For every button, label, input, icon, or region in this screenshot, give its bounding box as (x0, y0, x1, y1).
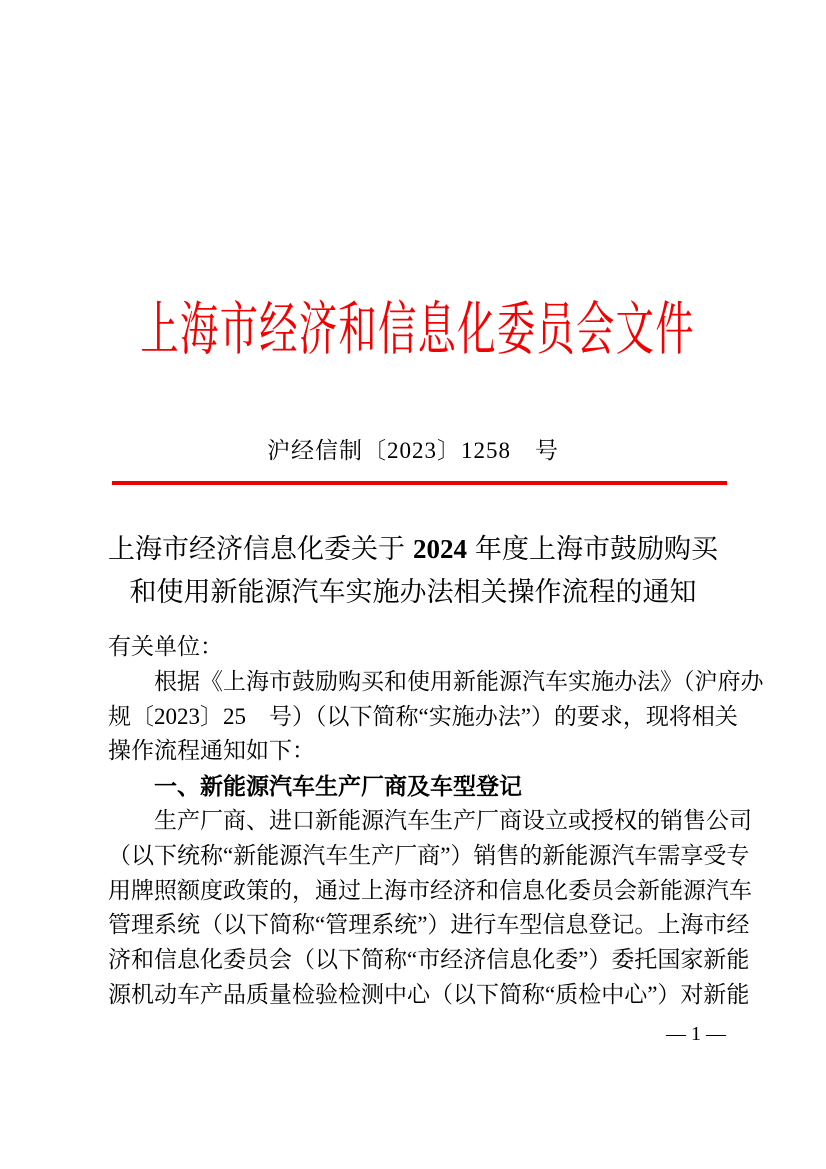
document-number: 沪经信制〔2023〕1258 号 (267, 438, 559, 463)
body-line: 生产厂商、进口新能源汽车生产厂商设立或授权的销售公司 (154, 807, 752, 833)
document-title (63, 528, 763, 614)
body-line: 用牌照额度政策的，通过上海市经济和信息化委员会新能源汽车 (108, 877, 752, 903)
body-line: 根据《上海市鼓励购买和使用新能源汽车实施办法》（沪府办 (154, 668, 764, 694)
document-title-line-1 (63, 528, 763, 571)
letterhead-divider-rule (112, 481, 727, 485)
title-line1-pre: 上海市经济信息化委关于 (108, 534, 405, 564)
title-line1-year: 2024 (413, 534, 467, 564)
title-line1-post: 年度上海市鼓励购买 (475, 534, 718, 564)
body-line: 规〔2023〕25 号）（以下简称“实施办法”）的要求，现将相关 (108, 703, 738, 729)
document-title-line-2: 和使用新能源汽车实施办法相关操作流程的通知 (129, 577, 697, 607)
section-heading: 一、新能源汽车生产厂商及车型登记 (154, 773, 522, 800)
body-line: （以下统称“新能源汽车生产厂商”）销售的新能源汽车需享受专 (108, 842, 750, 868)
document-body (108, 630, 764, 1013)
body-line: 源机动车产品质量检验检测中心（以下简称“质检中心”）对新能 (108, 981, 750, 1007)
letterhead-agency-title: 上海市经济和信息化委员会文件 (140, 297, 695, 362)
body-line: 济和信息化委员会（以下简称“市经济信息化委”）委托国家新能 (108, 947, 750, 973)
page-number: — 1 — (666, 1023, 726, 1045)
body-line-salutation: 有关单位： (108, 634, 223, 659)
body-line: 操作流程通知如下： (108, 738, 315, 764)
body-line: 管理系统（以下简称“管理系统”）进行车型信息登记。上海市经 (108, 912, 750, 938)
